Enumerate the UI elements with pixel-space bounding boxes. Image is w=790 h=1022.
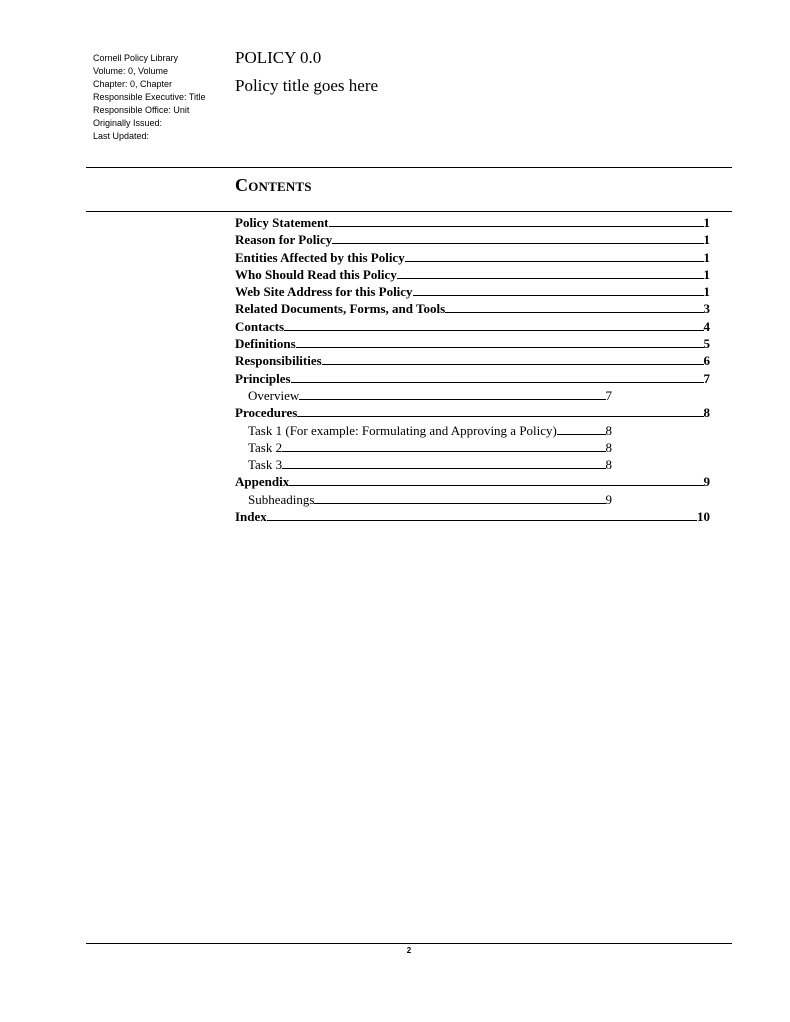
toc-entry[interactable] [235,283,710,300]
toc-leader-line [282,468,605,469]
toc-entry-label: Policy Statement [235,215,329,230]
toc-leader-line [267,520,697,521]
toc-entry-page: 1 [703,266,710,282]
toc-entry[interactable] [235,300,710,317]
toc-entry-label: Subheadings [248,491,315,507]
toc-entry[interactable] [235,231,710,248]
toc-entry-page: 3 [703,301,710,317]
toc-leader-line [282,451,605,452]
toc-entry-page: 6 [703,353,710,369]
toc-entry-label: Task 1 (For example: Formulating and Approving a Policy) [248,422,557,438]
page-number: 2 [406,946,412,955]
toc-leader-line [314,503,605,504]
toc-entry-label: Task 2 [248,439,283,455]
toc-entry-label: Responsibilities [235,353,322,369]
toc-entry-page: 9 [703,474,710,490]
toc-leader-line [296,347,704,348]
contents-heading: Contents [235,175,312,195]
toc-entry-label: Appendix [235,474,290,490]
toc-leader-line [284,330,703,331]
toc-entry-page: 7 [605,387,612,403]
toc-entry[interactable] [235,456,612,473]
toc-leader-line [405,261,704,262]
meta-last-updated: Last Updated: [93,131,150,141]
footer-divider [86,943,732,944]
toc-entry-page: 1 [703,284,710,300]
contents-divider [86,211,732,212]
toc-entry-label: Reason for Policy [235,232,333,248]
toc-entry-label: Principles [235,370,291,386]
toc-entry-page: 5 [703,336,710,352]
meta-responsible-executive: Responsible Executive: Title [93,92,206,102]
policy-metadata [93,52,206,143]
toc-entry-label: Index [235,509,267,525]
toc-entry-page: 8 [703,405,710,421]
toc-entry[interactable] [235,508,710,525]
toc-entry-page: 8 [605,457,612,473]
toc-entry-page: 1 [703,249,710,265]
toc-entry-page: 4 [703,318,710,334]
toc-leader-line [291,382,704,383]
toc-entry[interactable] [235,439,612,456]
toc-entry[interactable] [235,491,612,508]
table-of-contents [235,214,710,525]
toc-leader-line [445,312,703,313]
toc-entry-label: Web Site Address for this Policy [235,284,413,300]
toc-entry-page: 9 [605,491,612,507]
toc-entry-page: 7 [703,370,710,386]
toc-entry[interactable] [235,422,612,439]
toc-entry[interactable] [235,318,710,335]
toc-entry-label: Who Should Read this Policy [235,266,397,282]
toc-entry[interactable] [235,335,710,352]
toc-entry[interactable] [235,214,710,231]
meta-originally-issued: Originally Issued: [93,118,163,128]
toc-leader-line [297,416,703,417]
toc-entry[interactable] [235,266,710,283]
toc-leader-line [332,243,703,244]
toc-entry[interactable] [235,249,710,266]
toc-entry-page: 10 [697,509,710,525]
policy-title: Policy title goes here [235,76,379,95]
toc-entry-label: Overview [248,387,300,403]
toc-entry-label: Related Documents, Forms, and Tools [235,301,446,317]
toc-entry-label: Definitions [235,336,296,352]
toc-leader-line [289,485,703,486]
toc-leader-line [557,434,606,435]
toc-entry-label: Entities Affected by this Policy [235,249,405,265]
toc-entry[interactable] [235,473,710,490]
meta-responsible-office: Responsible Office: Unit [93,105,190,115]
meta-chapter: Chapter: 0, Chapter [93,79,173,89]
toc-entry[interactable] [235,352,710,369]
toc-entry-label: Procedures [235,405,298,421]
toc-leader-line [299,399,605,400]
toc-entry-page: 1 [703,215,710,230]
toc-entry-page: 8 [605,422,612,438]
toc-entry-label: Task 3 [248,457,283,473]
toc-entry-page: 1 [703,232,710,248]
toc-entry-page: 8 [605,439,612,455]
toc-leader-line [397,278,704,279]
header-divider [86,167,732,168]
toc-entry[interactable] [235,370,710,387]
toc-leader-line [413,295,704,296]
policy-number: POLICY 0.0 [235,48,322,67]
meta-library: Cornell Policy Library [93,53,179,63]
toc-leader-line [322,364,704,365]
toc-entry-label: Contacts [235,318,285,334]
meta-volume: Volume: 0, Volume [93,66,169,76]
toc-entry[interactable] [235,387,612,404]
toc-entry[interactable] [235,404,710,421]
toc-leader-line [329,226,704,227]
